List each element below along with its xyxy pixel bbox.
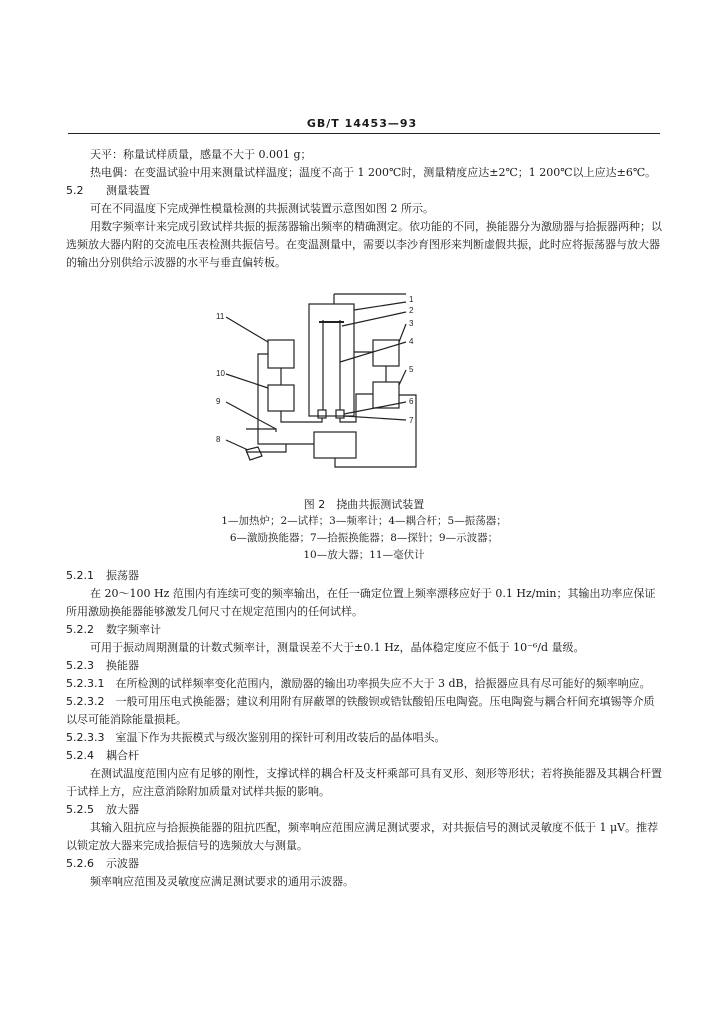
figure-legend-line-1: 1—加热炉；2—试样；3—频率计；4—耦合杆；5—振荡器； [221, 515, 507, 527]
section-5-2-3-3-body: 室温下作为共振模式与级次鉴别用的探针可利用改装后的晶体唱头。 [115, 731, 446, 744]
section-5-2-5-body: 其输入阻抗应与拾振换能器的阻抗匹配，频率响应范围应满足测试要求，对共振信号的测试灵敏度不低于 1 μV。推荐以锁定放大器来完成拾振信号的选频放大与测量。 [66, 821, 659, 852]
section-number: 5.2.5 [66, 803, 94, 816]
label-3: 3 [409, 319, 414, 328]
section-5-2-heading [66, 182, 662, 200]
section-number: 5.2.3.2 [66, 695, 105, 708]
section-title: 耦合杆 [106, 749, 139, 762]
figure-legend-line-3: 10—放大器；11—毫伏计 [303, 549, 425, 561]
section-5-2-4-body: 在测试温度范围内应有足够的刚性，支撑试样的耦合杆及支杆乘部可具有叉形、刻形等形状；若将换能器及其耦合杆置于试样上方，应注意消除附加质量对试样共振的影响。 [66, 767, 662, 798]
pickup-transducer [336, 410, 344, 418]
section-5-2-4-heading [66, 747, 662, 765]
label-11: 11 [216, 312, 225, 321]
section-5-2-3-3 [66, 729, 662, 747]
label-4: 4 [409, 337, 414, 346]
section-5-2-6-body: 频率响应范围及灵敏度应满足测试要求的通用示波器。 [90, 875, 354, 888]
section-5-2-3-2-body: 一般可用压电式换能器；建议利用附有屏蔽罩的铁酸钡或锆钛酸铅压电陶瓷。压电陶瓷与耦合杆间充填锡等介质以尽可能消除能量损耗。 [66, 695, 655, 726]
section-5-2-3-1-body: 在所检测的试样频率变化范围内，激励器的输出功率损失应不大于 3 dB，拾振器应具有尽可能好的频率响应。 [115, 677, 651, 690]
section-5-2-paragraph-1: 可在不同温度下完成弹性模量检测的共振测试装置示意图如图 2 所示。 [90, 202, 434, 215]
section-title: 示波器 [106, 857, 139, 870]
section-5-2-3-1 [66, 675, 662, 693]
section-title: 振荡器 [106, 569, 139, 582]
section-5-2-6-heading [66, 855, 662, 873]
section-number: 5.2.1 [66, 569, 94, 582]
section-title: 测量装置 [106, 184, 150, 197]
section-5-2-5-heading [66, 801, 662, 819]
section-number: 5.2.3.1 [66, 677, 105, 690]
section-5-2-1-body: 在 20～100 Hz 范围内有连续可变的频率输出，在任一确定位置上频率漂移应好于 0.1 Hz/min；其输出功率应保证所用激励换能器能够激发几何尺寸在规定范围内的任何试样。 [66, 587, 656, 618]
section-title: 换能器 [106, 659, 139, 672]
thermocouple-text: 热电偶：在变温试验中用来测量试样温度；温度不高于 1 200℃时，测量精度应达±2℃；1 200℃以上应达±6℃。 [90, 166, 657, 179]
box-3 [373, 340, 399, 366]
document-body [66, 146, 662, 891]
section-number: 5.2.3.3 [66, 731, 105, 744]
resonance-apparatus-diagram [216, 282, 446, 487]
exciter-transducer [318, 410, 326, 418]
oscilloscope-box [314, 432, 356, 458]
label-5: 5 [409, 365, 414, 374]
section-5-2-2-body: 可用于振动周期测量的计数式频率计，测量误差不大于±0.1 Hz，晶体稳定度应不低于 10⁻⁶/d 量级。 [90, 641, 585, 654]
section-number: 5.2.2 [66, 623, 94, 636]
header-rule [68, 133, 660, 134]
section-5-2-1-heading [66, 567, 662, 585]
section-number: 5.2.6 [66, 857, 94, 870]
section-number: 5.2 [66, 184, 84, 197]
label-8: 8 [216, 435, 221, 444]
label-7: 7 [409, 416, 414, 425]
balance-text: 天平：称量试样质量，感量不大于 0.001 g； [90, 148, 312, 161]
label-6: 6 [409, 397, 414, 406]
section-5-2-2-heading [66, 621, 662, 639]
figure-2-diagram [66, 282, 662, 492]
figure-legend-line-2: 6—激励换能器；7—拾振换能器；8—探针；9—示波器； [229, 532, 499, 544]
label-9: 9 [216, 397, 221, 406]
section-title: 数字频率计 [106, 623, 161, 636]
section-number: 5.2.4 [66, 749, 94, 762]
section-title: 放大器 [106, 803, 139, 816]
section-5-2-3-heading [66, 657, 662, 675]
label-1: 1 [409, 295, 414, 304]
section-5-2-paragraph-2: 用数字频率计来完成引致试样共振的振荡器输出频率的精确测定。依功能的不同，换能器分为激励器与拾振器两种；以选频放大器内附的交流电压表检测共振信号。在变温测量中，需要以李沙育图形来判断虚假共振，此时应将振荡器与放大器的输出分别供给示波器的水平与垂直偏转板。 [66, 220, 662, 269]
section-number: 5.2.3 [66, 659, 94, 672]
box-11 [268, 340, 294, 368]
figure-title: 图 2 挠曲共振测试装置 [303, 498, 425, 511]
page-header: GB/T 14453—93 [306, 117, 418, 130]
label-2: 2 [409, 306, 414, 315]
label-10: 10 [216, 369, 225, 378]
box-10 [268, 385, 294, 411]
section-5-2-3-2 [66, 693, 662, 729]
